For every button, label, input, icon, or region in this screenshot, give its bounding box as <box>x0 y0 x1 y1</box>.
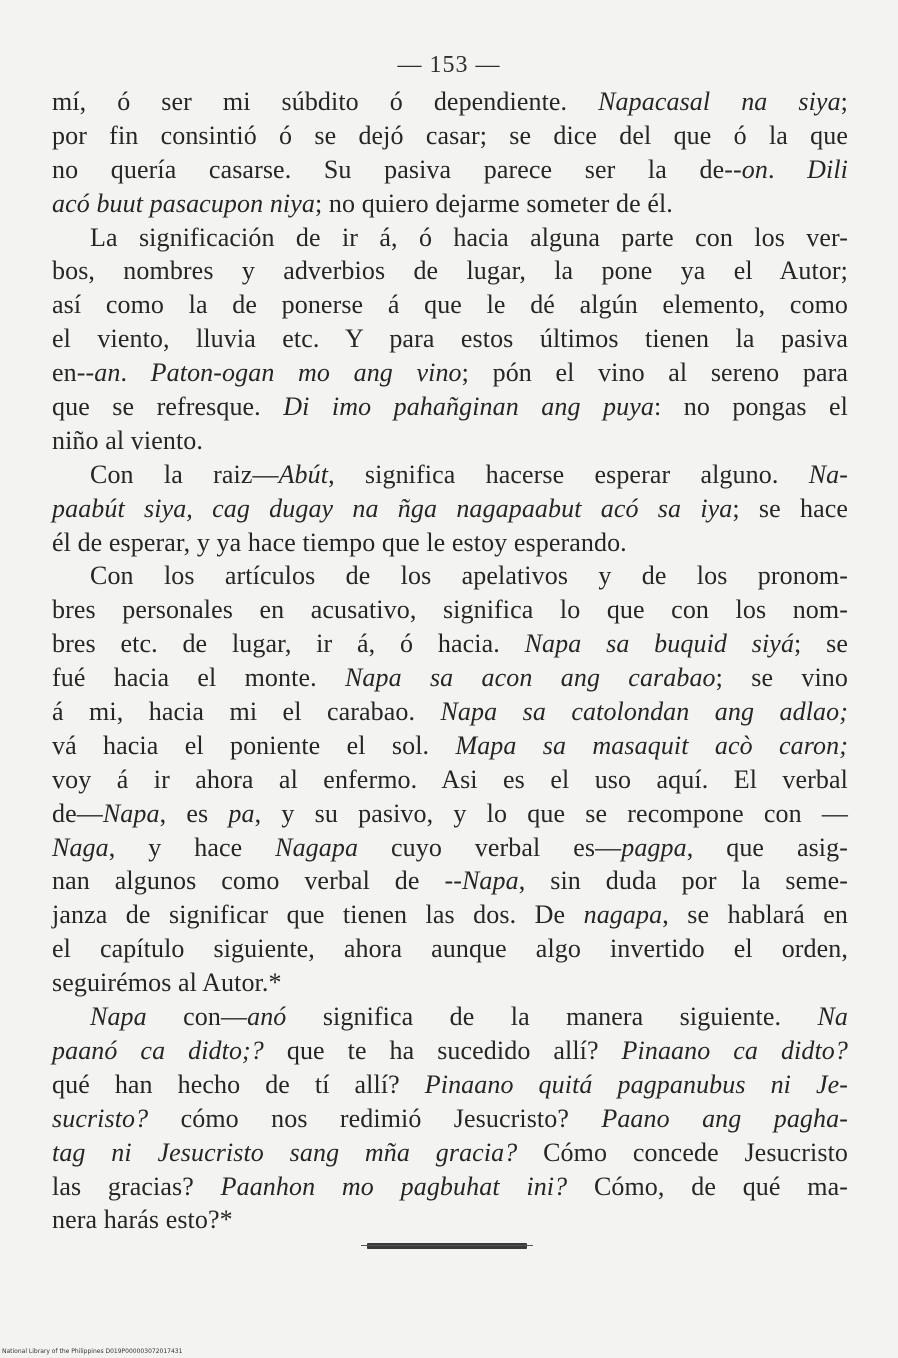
text-segment: Cómo concede Jesucristo <box>517 1137 849 1167</box>
text-segment: , y su pasivo, y lo que se recompone con — <box>254 798 848 828</box>
italic-phrase: paabút siya, cag dugay na ñga nagapaabut acó sa iya <box>52 493 733 523</box>
scan-footer-label: National Library of the Philippines D019P000003072017431 <box>2 1348 183 1355</box>
text-line <box>52 1034 848 1068</box>
text-line <box>52 729 848 763</box>
text-segment: , es <box>159 798 229 828</box>
italic-phrase: Napa <box>90 1002 147 1032</box>
text-segment: ; <box>840 87 848 116</box>
text-segment: á mi, hacia mi el carabao. <box>52 697 441 727</box>
text-line <box>52 831 848 865</box>
italic-phrase: nagapa <box>583 900 663 930</box>
text-segment: ; se vino <box>715 663 849 693</box>
text-segment: seguirémos al Autor.* <box>52 968 282 998</box>
italic-phrase: Napa <box>461 866 519 896</box>
page-number: — 153 — <box>397 52 501 78</box>
text-segment: no quería casarse. Su pasiva parece ser la de-- <box>52 154 742 184</box>
text-segment: vá hacia el poniente el sol. <box>52 730 456 760</box>
text-line <box>52 966 848 1000</box>
text-line <box>52 424 848 458</box>
text-line <box>52 661 848 695</box>
text-segment: . <box>120 358 151 388</box>
italic-phrase: pa <box>228 798 255 828</box>
text-segment: Con la raiz— <box>90 459 279 489</box>
text-segment: voy á ir ahora al enfermo. Asi es el uso aquí. El verbal <box>52 764 848 794</box>
italic-phrase: Mapa sa masaquit acò caron; <box>455 730 848 760</box>
italic-phrase: pagpa <box>621 832 687 862</box>
italic-phrase: acó buut pasacupon niya <box>52 188 315 218</box>
text-segment: el viento, lluvia etc. Y para estos últimos tienen la pasiva <box>52 324 848 354</box>
text-line <box>52 119 848 153</box>
text-line <box>52 85 848 119</box>
text-segment: , sin duda por la seme- <box>518 866 848 896</box>
italic-phrase: Napa sa buquid siyá <box>524 629 795 659</box>
italic-phrase: on <box>741 154 768 184</box>
text-line <box>52 763 848 797</box>
text-segment: bos, nombres y adverbios de lugar, la pone ya el Autor; <box>52 256 848 286</box>
text-line <box>52 356 848 390</box>
text-segment: janza de significar que tienen las dos. De <box>52 900 584 930</box>
text-line <box>52 1136 848 1170</box>
text-segment: significa de la manera siguiente. <box>286 1002 818 1032</box>
text-line <box>52 390 848 424</box>
text-segment: bres etc. de lugar, ir á, ó hacia. <box>52 629 525 659</box>
italic-phrase: Abút <box>278 459 329 489</box>
text-segment: cuyo verbal es— <box>358 832 622 862</box>
end-ornament-rule <box>367 1243 527 1249</box>
body-text <box>52 85 848 1237</box>
text-segment: nera harás esto?* <box>52 1205 233 1235</box>
text-segment: por fin consintió ó se dejó casar; se dice del que ó la que <box>52 120 848 150</box>
text-segment: . <box>767 154 808 184</box>
text-line <box>52 593 848 627</box>
text-segment: mí, ó ser mi súbdito ó dependiente. <box>52 87 599 116</box>
text-segment: con— <box>146 1002 248 1032</box>
text-segment: , que asig- <box>686 832 848 862</box>
text-line <box>52 1102 848 1136</box>
text-line <box>52 492 848 526</box>
text-line <box>52 458 848 492</box>
text-segment: ; pón el vino al sereno para <box>461 358 849 388</box>
italic-phrase: Napa sa acon ang carabao <box>344 663 716 693</box>
text-segment: La significación de ir á, ó hacia alguna parte con los ver- <box>90 222 848 252</box>
text-line <box>52 898 848 932</box>
text-segment: que se refresque. <box>52 392 284 422</box>
italic-phrase: Di imo pahañginan ang puya <box>283 392 654 422</box>
italic-phrase: Pinaano quitá pagpanubus ni Je- <box>424 1069 849 1099</box>
text-segment: que te ha sucedido allí? <box>263 1035 622 1065</box>
text-line <box>52 559 848 593</box>
text-segment: el capítulo siguiente, ahora aunque algo invertido el orden, <box>52 934 848 964</box>
italic-phrase: Paano ang pagha- <box>601 1103 848 1133</box>
text-segment: fué hacia el monte. <box>52 663 345 693</box>
italic-phrase: Napa sa catolondan ang adlao; <box>440 697 848 727</box>
italic-phrase: Dili <box>807 154 848 184</box>
text-line <box>52 627 848 661</box>
text-line <box>52 153 848 187</box>
text-line <box>52 1203 848 1237</box>
text-line <box>52 221 848 255</box>
italic-phrase: sucristo? <box>52 1103 149 1133</box>
text-segment: ; no quiero dejarme someter de él. <box>315 188 673 218</box>
text-segment: Con los artículos de los apelativos y de los pronom- <box>90 561 848 591</box>
italic-phrase: an <box>94 358 121 388</box>
italic-phrase: Nagapa <box>275 832 359 862</box>
text-segment: , significa hacerse esperar alguno. <box>328 459 809 489</box>
text-segment: Cómo, de qué ma- <box>567 1171 848 1201</box>
italic-phrase: anó <box>247 1002 287 1032</box>
text-line <box>52 288 848 322</box>
text-segment: bres personales en acusativo, significa lo que con los nom- <box>52 595 848 625</box>
text-line <box>52 932 848 966</box>
italic-phrase: Paanhon mo pagbuhat ini? <box>220 1171 568 1201</box>
text-segment: qué han hecho de tí allí? <box>52 1069 425 1099</box>
italic-phrase: Paton-ogan mo ang vino <box>150 358 462 388</box>
text-segment: , se hablará en <box>662 900 848 930</box>
text-segment: : no pongas el <box>653 392 849 422</box>
italic-phrase: Napacasal na siya <box>598 87 841 116</box>
text-segment: en-- <box>52 358 95 388</box>
text-segment: ; se <box>794 629 848 659</box>
italic-phrase: Pinaano ca didto? <box>621 1035 849 1065</box>
text-line <box>52 526 848 560</box>
text-line <box>52 322 848 356</box>
text-line <box>52 695 848 729</box>
text-segment: las gracias? <box>52 1171 221 1201</box>
text-segment: él de esperar, y ya hace tiempo que le estoy esperando. <box>52 527 627 557</box>
text-segment: , y hace <box>108 832 276 862</box>
text-segment: cómo nos redimió Jesucristo? <box>148 1103 602 1133</box>
text-segment: así como la de ponerse á que le dé algún elemento, como <box>52 290 848 320</box>
text-segment: nan algunos como verbal de -- <box>52 866 462 896</box>
text-line <box>52 864 848 898</box>
italic-phrase: paanó ca didto;? <box>52 1035 264 1065</box>
text-segment: niño al viento. <box>52 425 203 455</box>
text-line <box>52 1068 848 1102</box>
text-line <box>52 187 848 221</box>
text-line <box>52 797 848 831</box>
italic-phrase: Na- <box>808 459 848 489</box>
text-line <box>52 1170 848 1204</box>
text-segment: ; se hace <box>732 493 849 523</box>
italic-phrase: tag ni Jesucristo sang mña gracia? <box>52 1137 518 1167</box>
text-line <box>52 1000 848 1034</box>
text-line <box>52 254 848 288</box>
italic-phrase: Naga <box>52 832 109 862</box>
italic-phrase: Na <box>817 1002 849 1032</box>
text-segment: de— <box>52 798 103 828</box>
italic-phrase: Napa <box>102 798 160 828</box>
